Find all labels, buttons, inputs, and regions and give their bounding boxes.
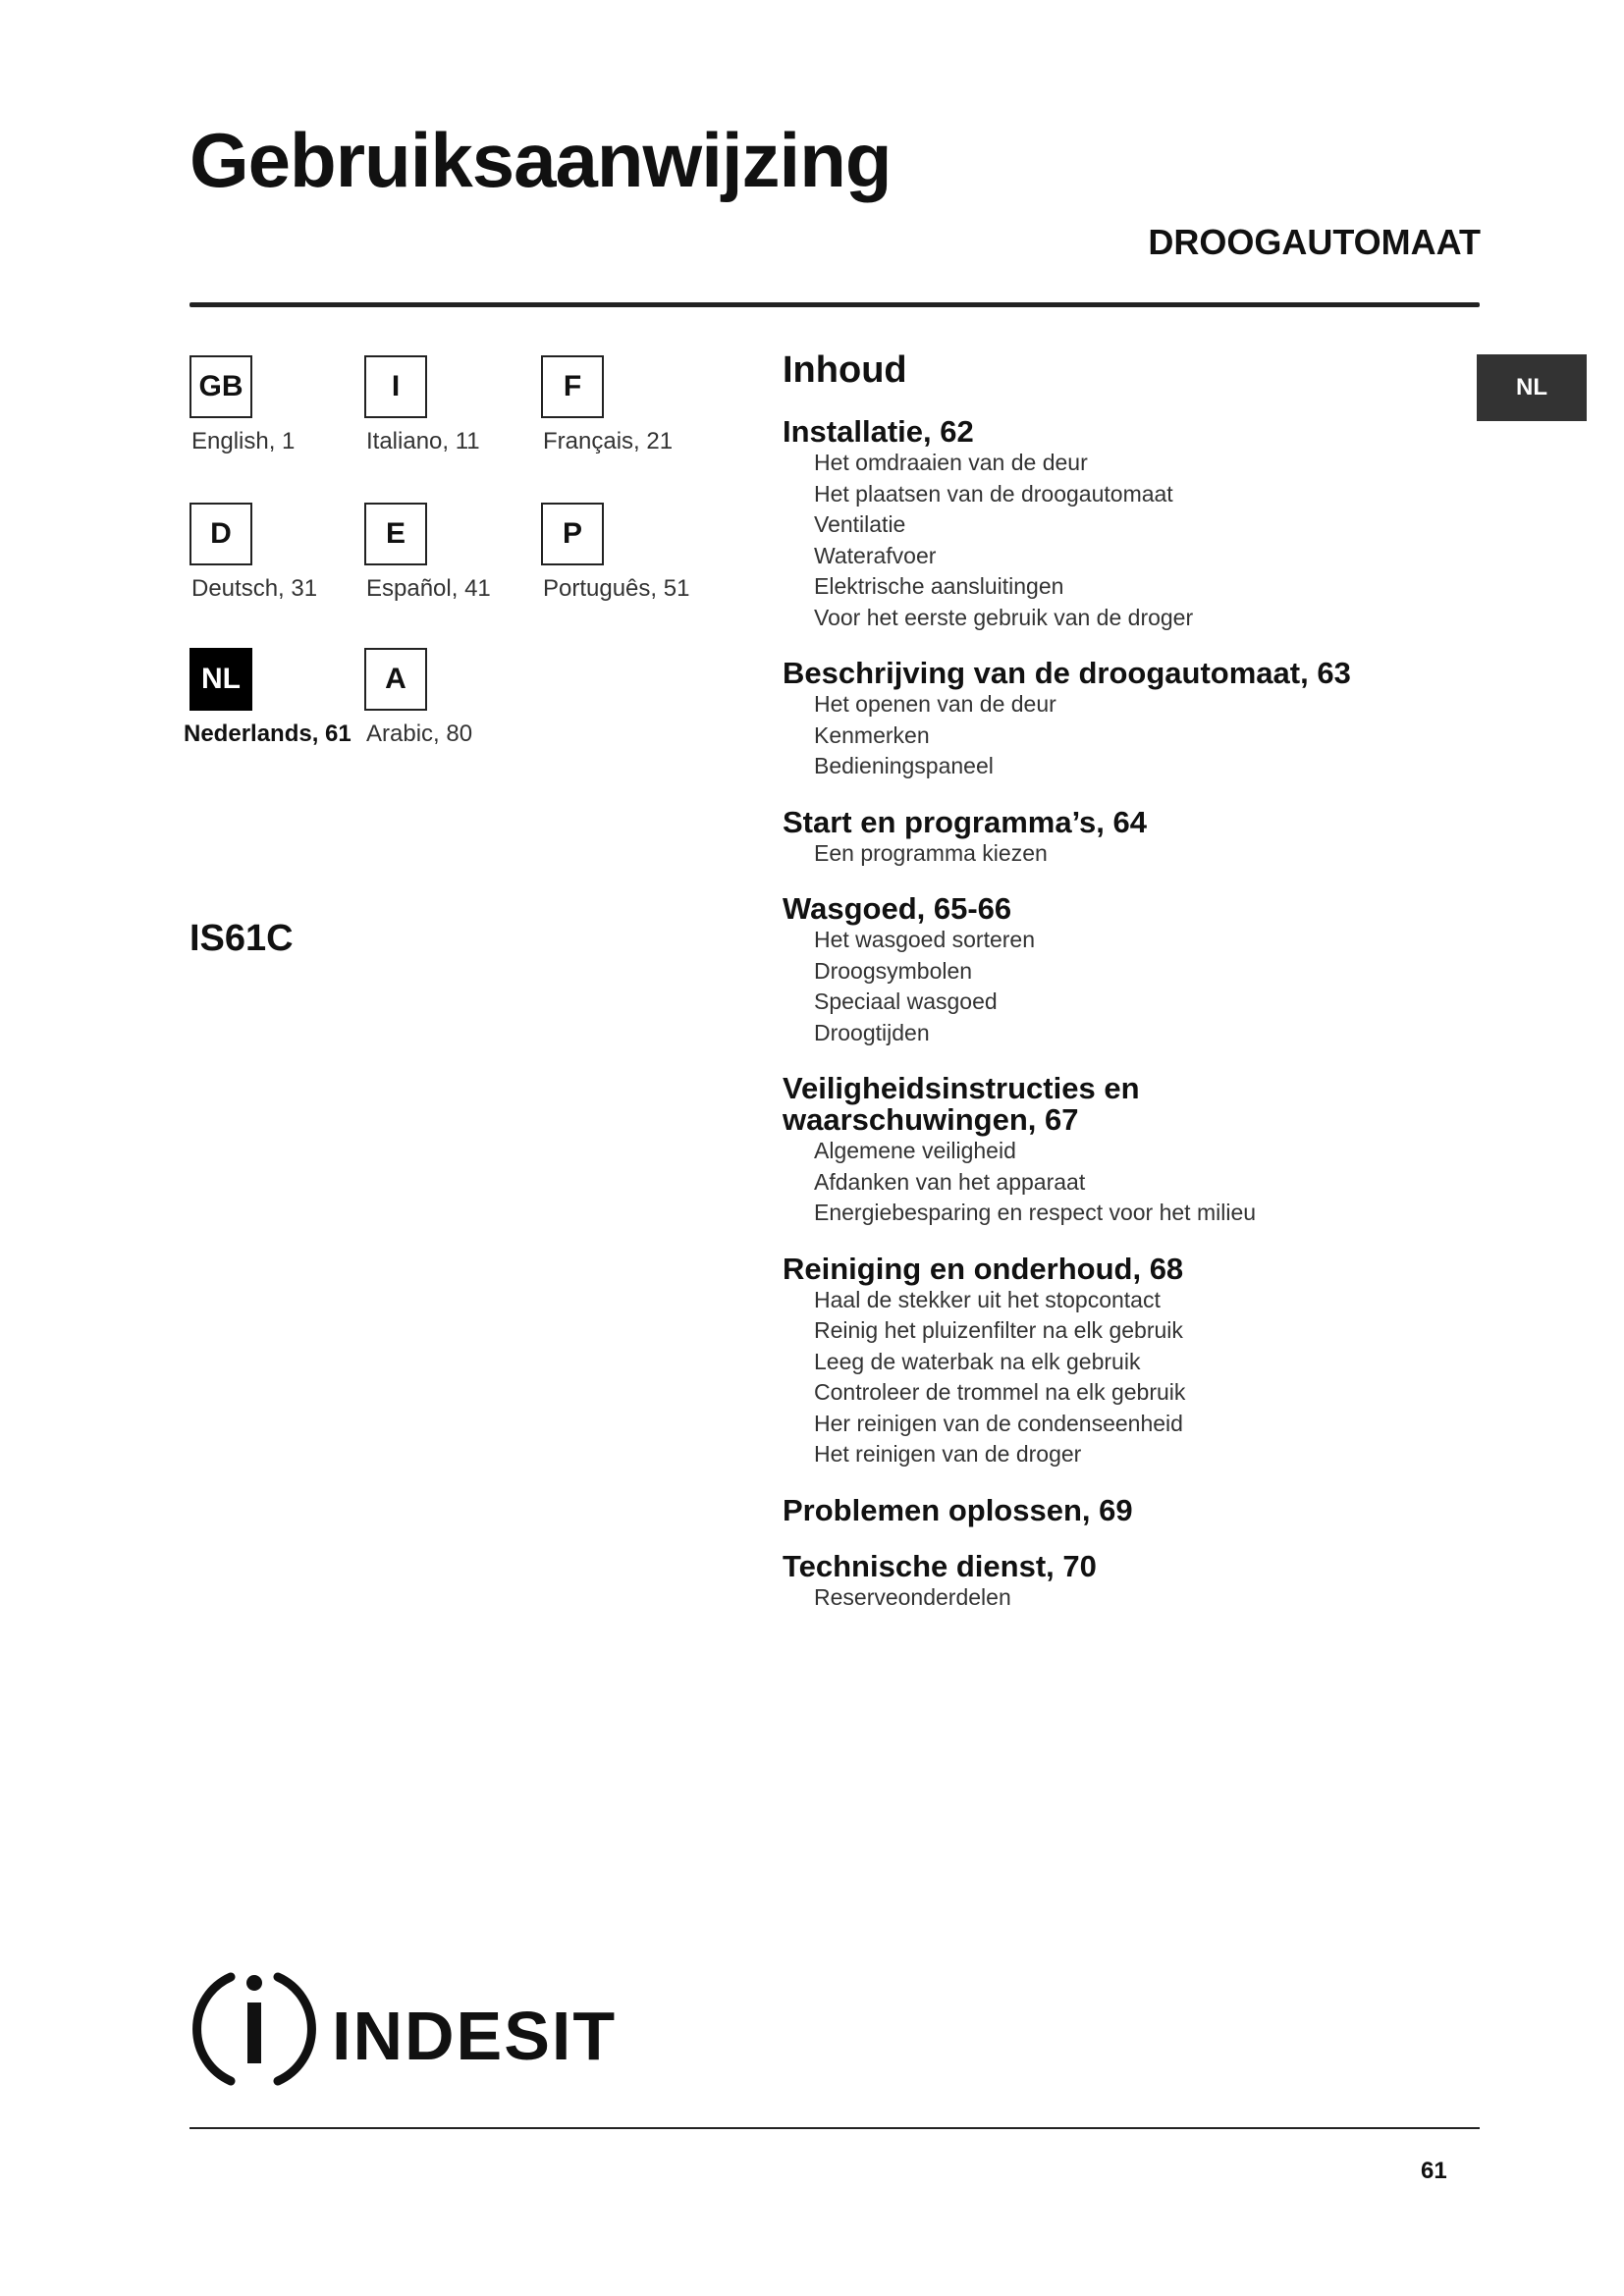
lang-label-e: Español, 41 — [366, 575, 491, 602]
indesit-logo — [189, 1963, 641, 2091]
toc-section — [783, 658, 1489, 782]
lang-label-gb: English, 1 — [191, 428, 296, 454]
lang-label-f: Français, 21 — [543, 428, 674, 454]
toc-item[interactable]: Algemene veiligheid — [814, 1138, 1016, 1163]
toc-section-title[interactable]: Reiniging en onderhoud, 68 — [783, 1251, 1184, 1286]
lang-box-i[interactable]: I — [364, 355, 427, 418]
toc-item[interactable]: Het openen van de deur — [814, 691, 1056, 717]
toc-item[interactable]: Het wasgoed sorteren — [814, 927, 1036, 952]
page-number: 61 — [1421, 2158, 1447, 2184]
toc-item[interactable]: Het reinigen van de droger — [814, 1441, 1082, 1467]
logo-right-arc — [278, 1977, 311, 2081]
lang-label-nl: Nederlands, 61 — [184, 721, 352, 747]
toc-item[interactable]: Het omdraaien van de deur — [814, 450, 1088, 475]
toc-item[interactable]: Elektrische aansluitingen — [814, 573, 1064, 599]
lang-label-p: Português, 51 — [543, 575, 690, 602]
lang-label-i: Italiano, 11 — [366, 428, 480, 454]
toc-section-title[interactable]: Veiligheidsinstructies en waarschuwingen, 67 — [783, 1071, 1140, 1137]
lang-box-e[interactable]: E — [364, 503, 427, 565]
toc-item[interactable]: Het plaatsen van de droogautomaat — [814, 480, 1173, 507]
toc-item[interactable]: Kenmerken — [814, 721, 930, 748]
logo-wordmark: INDESIT — [332, 1998, 618, 2074]
table-of-contents — [783, 416, 1489, 1637]
product-type: DROOGAUTOMAAT — [1148, 222, 1481, 262]
toc-section-title[interactable]: Beschrijving van de droogautomaat, 63 — [783, 656, 1351, 690]
toc-item[interactable]: Reinig het pluizenfilter na elk gebruik — [814, 1317, 1183, 1343]
bottom-divider — [189, 2127, 1480, 2129]
toc-section — [783, 1073, 1489, 1229]
lang-label-a: Arabic, 80 — [366, 721, 473, 747]
document-title: Gebruiksaanwijzing — [189, 117, 892, 203]
toc-section — [783, 804, 1489, 870]
toc-item[interactable]: Droogsymbolen — [814, 957, 973, 984]
toc-item[interactable]: Reserveonderdelen — [814, 1583, 1011, 1610]
language-tab-nl: NL — [1477, 354, 1587, 421]
toc-item[interactable]: Een programma kiezen — [814, 839, 1048, 866]
lang-box-d[interactable]: D — [189, 503, 252, 565]
toc-section-title[interactable]: Installatie, 62 — [783, 414, 974, 449]
lang-box-gb[interactable]: GB — [189, 355, 252, 418]
toc-section-title[interactable]: Start en programma’s, 64 — [783, 804, 1147, 839]
toc-section — [783, 1548, 1489, 1614]
toc-item[interactable]: Haal de stekker uit het stopcontact — [814, 1286, 1161, 1312]
toc-heading: Inhoud — [783, 349, 907, 391]
toc-section-title[interactable]: Technische dienst, 70 — [783, 1548, 1097, 1583]
toc-section-title[interactable]: Problemen oplossen, 69 — [783, 1492, 1133, 1527]
lang-box-nl[interactable]: NL — [189, 648, 252, 711]
toc-item[interactable]: Voor het eerste gebruik van de droger — [814, 604, 1194, 630]
toc-item[interactable]: Waterafvoer — [814, 542, 937, 568]
toc-section — [783, 1251, 1489, 1470]
model-number: IS61C — [189, 918, 294, 959]
toc-section-title[interactable]: Wasgoed, 65-66 — [783, 891, 1012, 926]
toc-section — [783, 893, 1489, 1048]
lang-box-f[interactable]: F — [541, 355, 604, 418]
top-divider — [189, 302, 1480, 307]
logo-dot — [246, 1975, 262, 1991]
lang-label-d: Deutsch, 31 — [191, 575, 318, 602]
toc-section — [783, 416, 1489, 633]
lang-box-p[interactable]: P — [541, 503, 604, 565]
toc-item[interactable]: Bedieningspaneel — [814, 753, 994, 778]
toc-item[interactable]: Speciaal wasgoed — [814, 988, 998, 1014]
toc-section — [783, 1492, 1489, 1527]
toc-item[interactable]: Afdanken van het apparaat — [814, 1168, 1086, 1195]
toc-item[interactable]: Energiebesparing en respect voor het milieu — [814, 1200, 1257, 1225]
toc-item[interactable]: Ventilatie — [814, 511, 906, 537]
toc-item[interactable]: Droogtijden — [814, 1019, 930, 1045]
logo-left-arc — [197, 1977, 231, 2081]
logo-stem — [247, 2002, 261, 2063]
lang-box-a[interactable]: A — [364, 648, 427, 711]
toc-item[interactable]: Her reinigen van de condenseenheid — [814, 1410, 1183, 1436]
toc-item[interactable]: Controleer de trommel na elk gebruik — [814, 1379, 1186, 1405]
toc-item[interactable]: Leeg de waterbak na elk gebruik — [814, 1348, 1141, 1374]
